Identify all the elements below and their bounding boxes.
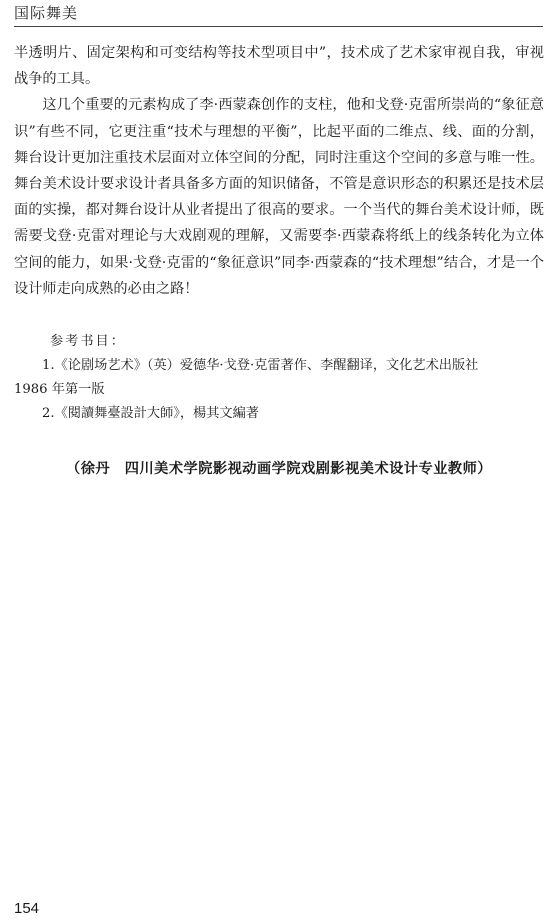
reference-item — [14, 402, 544, 426]
page-number: 154 — [14, 900, 40, 917]
reference-text-continuation: 1986 年第一版 — [14, 382, 105, 397]
running-header-title: 国际舞美 — [14, 4, 79, 22]
body-paragraph: 半透明片、固定架构和可变结构等技术型项目中”，技术成了艺术家审视自我，审视战争的工具。 — [14, 45, 544, 88]
references-title: 参考书目： — [50, 334, 126, 349]
reference-text: 2.《閱讀舞臺設計大師》，楊其文編著 — [42, 406, 259, 421]
header-rule — [14, 26, 543, 27]
reference-item — [14, 354, 544, 402]
body-paragraph: 这几个重要的元素构成了李·西蒙森创作的支柱，他和戈登·克雷所崇尚的“象征意识”有些不同，它更注重“技术与理想的平衡”，比起平面的二维点、线、面的分割，舞台设计更加注重技术层面对立体空间的分配，同时注重这个空间的多意与唯一性。舞台美术设计要求设计者具备多方面的知识储备，不管是意识形态的积累还是技术层面的实操，都对舞台设计从业者提出了很高的要求。一个当代的舞台美术设计师，既需要戈登·克雷对理论与大戏剧观的理解，又需要李·西蒙森将纸上的线条转化为立体空间的能力，如果·戈登·克雷的“象征意识”同李·西蒙森的“技术理想”结合，才是一个设计师走向成熟的必由之路！ — [14, 97, 544, 297]
references-section — [14, 330, 544, 426]
article-body — [14, 40, 544, 302]
reference-text: 1.《论剧场艺术》（英）爱德华·戈登·克雷著作、李醒翻译，文化艺术出版社 — [42, 358, 479, 373]
author-byline: （徐丹 四川美术学院影视动画学院戏剧影视美术设计专业教师） — [66, 461, 492, 477]
